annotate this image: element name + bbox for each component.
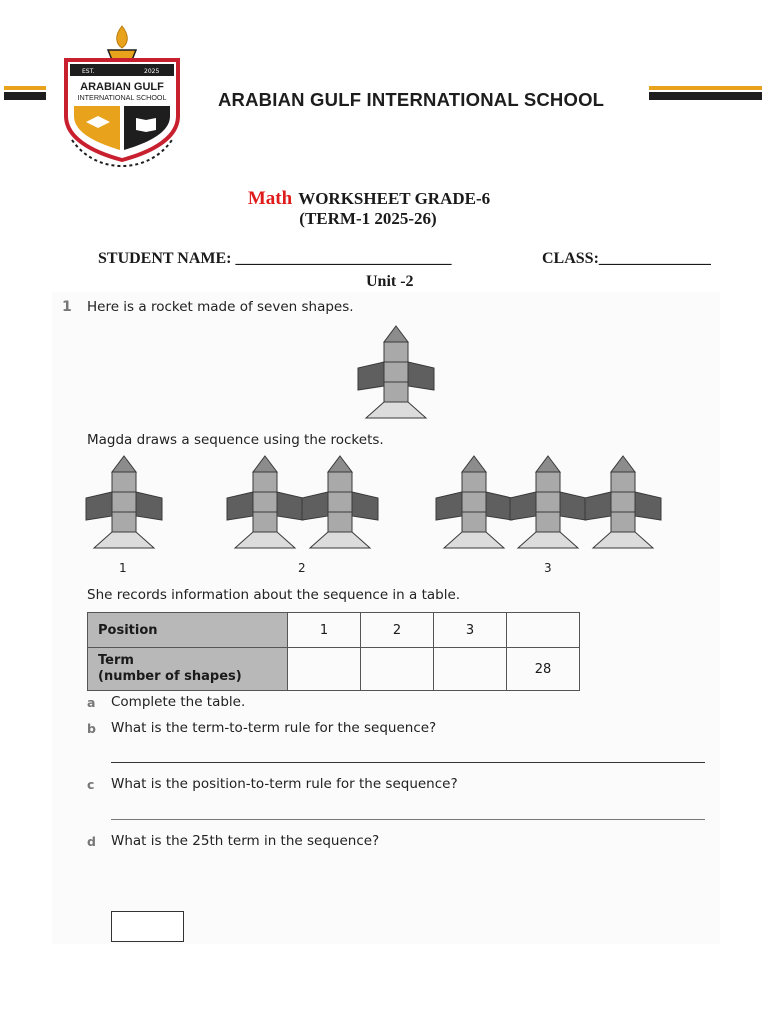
term-cell-3[interactable] [434, 648, 507, 691]
term-cell-4: 28 [507, 648, 580, 691]
term-header-line2: (number of shapes) [98, 669, 242, 684]
position-cell-1: 1 [288, 613, 361, 648]
class-field[interactable]: CLASS:______________ [542, 250, 711, 267]
rocket-seq2a [227, 456, 303, 548]
figure-label-3: 3 [544, 561, 552, 575]
rocket-seq3a [436, 456, 512, 548]
subject-label: Math [247, 188, 293, 209]
position-cell-2: 2 [361, 613, 434, 648]
part-c-answer-line[interactable] [111, 819, 705, 820]
rocket-seq2b [302, 456, 378, 548]
unit-label: Unit -2 [366, 273, 414, 290]
sequence-text: Magda draws a sequence using the rockets. [87, 432, 384, 448]
figure-label-2: 2 [298, 561, 306, 575]
part-c-letter: c [87, 777, 95, 792]
position-header: Position [88, 613, 288, 648]
position-cell-4[interactable] [507, 613, 580, 648]
term-label: (TERM-1 2025-26) [299, 209, 437, 228]
term-header [88, 648, 288, 691]
part-d-text: What is the 25th term in the sequence? [111, 833, 380, 849]
worksheet-grade: WORKSHEET GRADE-6 [298, 189, 491, 208]
part-b-answer-line[interactable] [111, 762, 705, 763]
term-cell-2[interactable] [361, 648, 434, 691]
table-row-position [88, 613, 580, 648]
student-name-field[interactable]: STUDENT NAME: ___________________________ [98, 250, 452, 267]
part-a-text: Complete the table. [111, 694, 246, 710]
logo-est: EST. [82, 68, 95, 75]
term-header-line1: Term [98, 653, 134, 668]
table-intro: She records information about the sequence in a table. [87, 587, 461, 603]
part-a-letter: a [87, 695, 96, 710]
rocket-seq3b [510, 456, 586, 548]
figure-label-1: 1 [119, 561, 127, 575]
rocket-seq1 [86, 456, 162, 548]
logo-line2: INTERNATIONAL SCHOOL [77, 93, 167, 102]
logo-year: 2025 [144, 68, 160, 75]
school-name: ARABIAN GULF INTERNATIONAL SCHOOL [218, 89, 605, 110]
part-d-letter: d [87, 834, 96, 849]
part-b-text: What is the term-to-term rule for the sequence? [111, 720, 437, 736]
rocket-single [358, 326, 434, 418]
term-cell-1[interactable] [288, 648, 361, 691]
logo-line1: ARABIAN GULF [80, 81, 164, 93]
part-d-answer-box[interactable] [111, 911, 184, 942]
part-b-letter: b [87, 721, 96, 736]
question-intro: Here is a rocket made of seven shapes. [87, 299, 354, 315]
rocket-seq3c [585, 456, 661, 548]
sequence-table [87, 612, 580, 691]
table-row-term [88, 648, 580, 691]
question-number: 1 [62, 299, 72, 315]
position-cell-3: 3 [434, 613, 507, 648]
part-c-text: What is the position-to-term rule for the sequence? [111, 776, 458, 792]
